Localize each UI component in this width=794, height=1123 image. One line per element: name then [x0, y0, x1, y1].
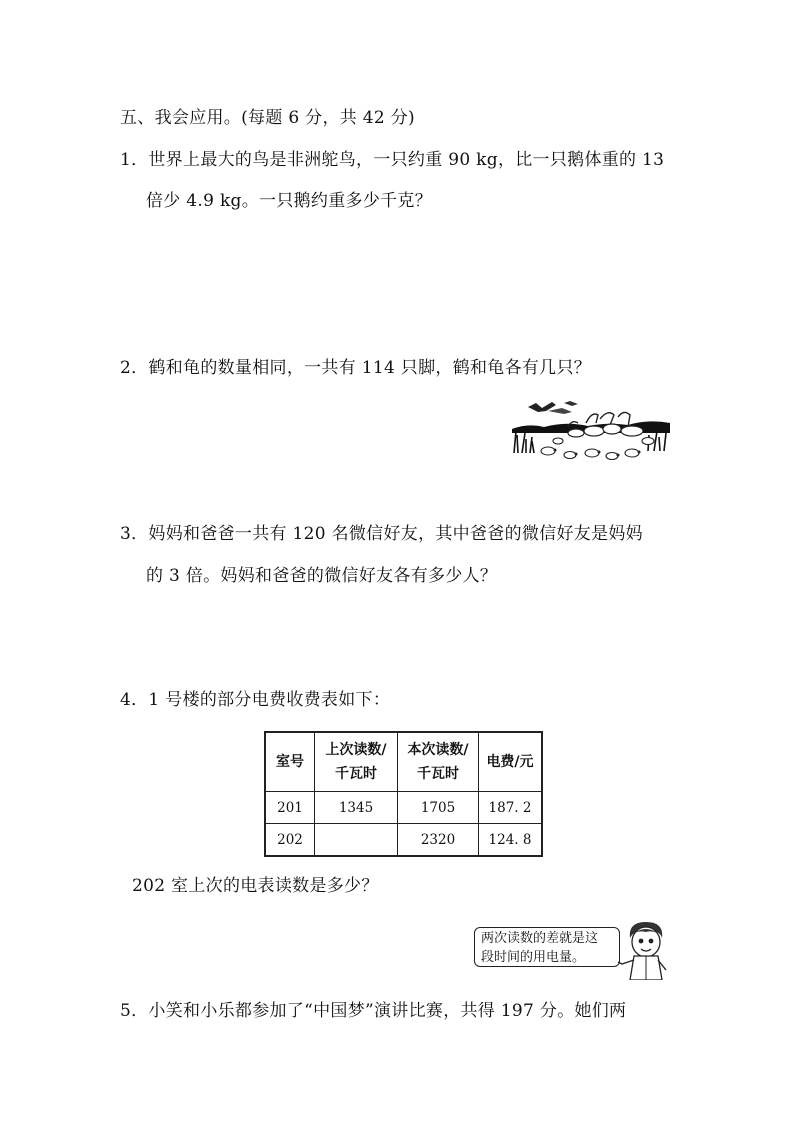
table-cell: 187. 2 [479, 792, 543, 824]
table-cell: 1345 [315, 792, 398, 824]
section-heading: 五、我会应用。(每题 6 分，共 42 分) [120, 108, 415, 128]
table-cell: 201 [265, 792, 315, 824]
hint-line-1: 两次读数的差就是这 [481, 931, 599, 946]
hint-line-2: 段时间的用电量。 [481, 950, 586, 965]
question-5-text: 5．小笑和小乐都参加了“中国梦”演讲比赛，共得 197 分。她们两 [120, 1001, 627, 1021]
hint-speech-bubble [474, 927, 620, 967]
question-3-line-2: 的 3 倍。妈妈和爸爸的微信好友各有多少人？ [146, 566, 498, 586]
table-header-row [265, 732, 542, 792]
table-cell: 2320 [398, 824, 479, 857]
table-cell-blank [315, 824, 398, 857]
header-fee: 电费/元 [479, 732, 543, 792]
table-cell: 1705 [398, 792, 479, 824]
table-cell: 124. 8 [479, 824, 543, 857]
boy-pointing-icon [616, 918, 674, 980]
header-previous-reading: 上次读数/ 千瓦时 [315, 732, 398, 792]
question-1-line-1: 1．世界上最大的鸟是非洲鸵鸟，一只约重 90 kg，比一只鹅体重的 13 [120, 150, 665, 170]
table-row [265, 792, 542, 824]
electricity-fee-table [264, 731, 543, 857]
header-room-number: 室号 [265, 732, 315, 792]
question-4-text: 4．1 号楼的部分电费收费表如下： [120, 690, 391, 710]
table-cell: 202 [265, 824, 315, 857]
question-3-line-1: 3．妈妈和爸爸一共有 120 名微信好友，其中爸爸的微信好友是妈妈 [120, 524, 643, 544]
header-current-reading: 本次读数/ 千瓦时 [398, 732, 479, 792]
question-2-text: 2．鹤和龟的数量相同，一共有 114 只脚，鹤和龟各有几只？ [120, 358, 592, 378]
cranes-and-turtles-illustration [508, 393, 673, 463]
table-row [265, 824, 542, 857]
question-1-line-2: 倍少 4.9 kg。一只鹅约重多少千克？ [146, 191, 433, 211]
question-4-subquestion: 202 室上次的电表读数是多少？ [132, 876, 379, 896]
